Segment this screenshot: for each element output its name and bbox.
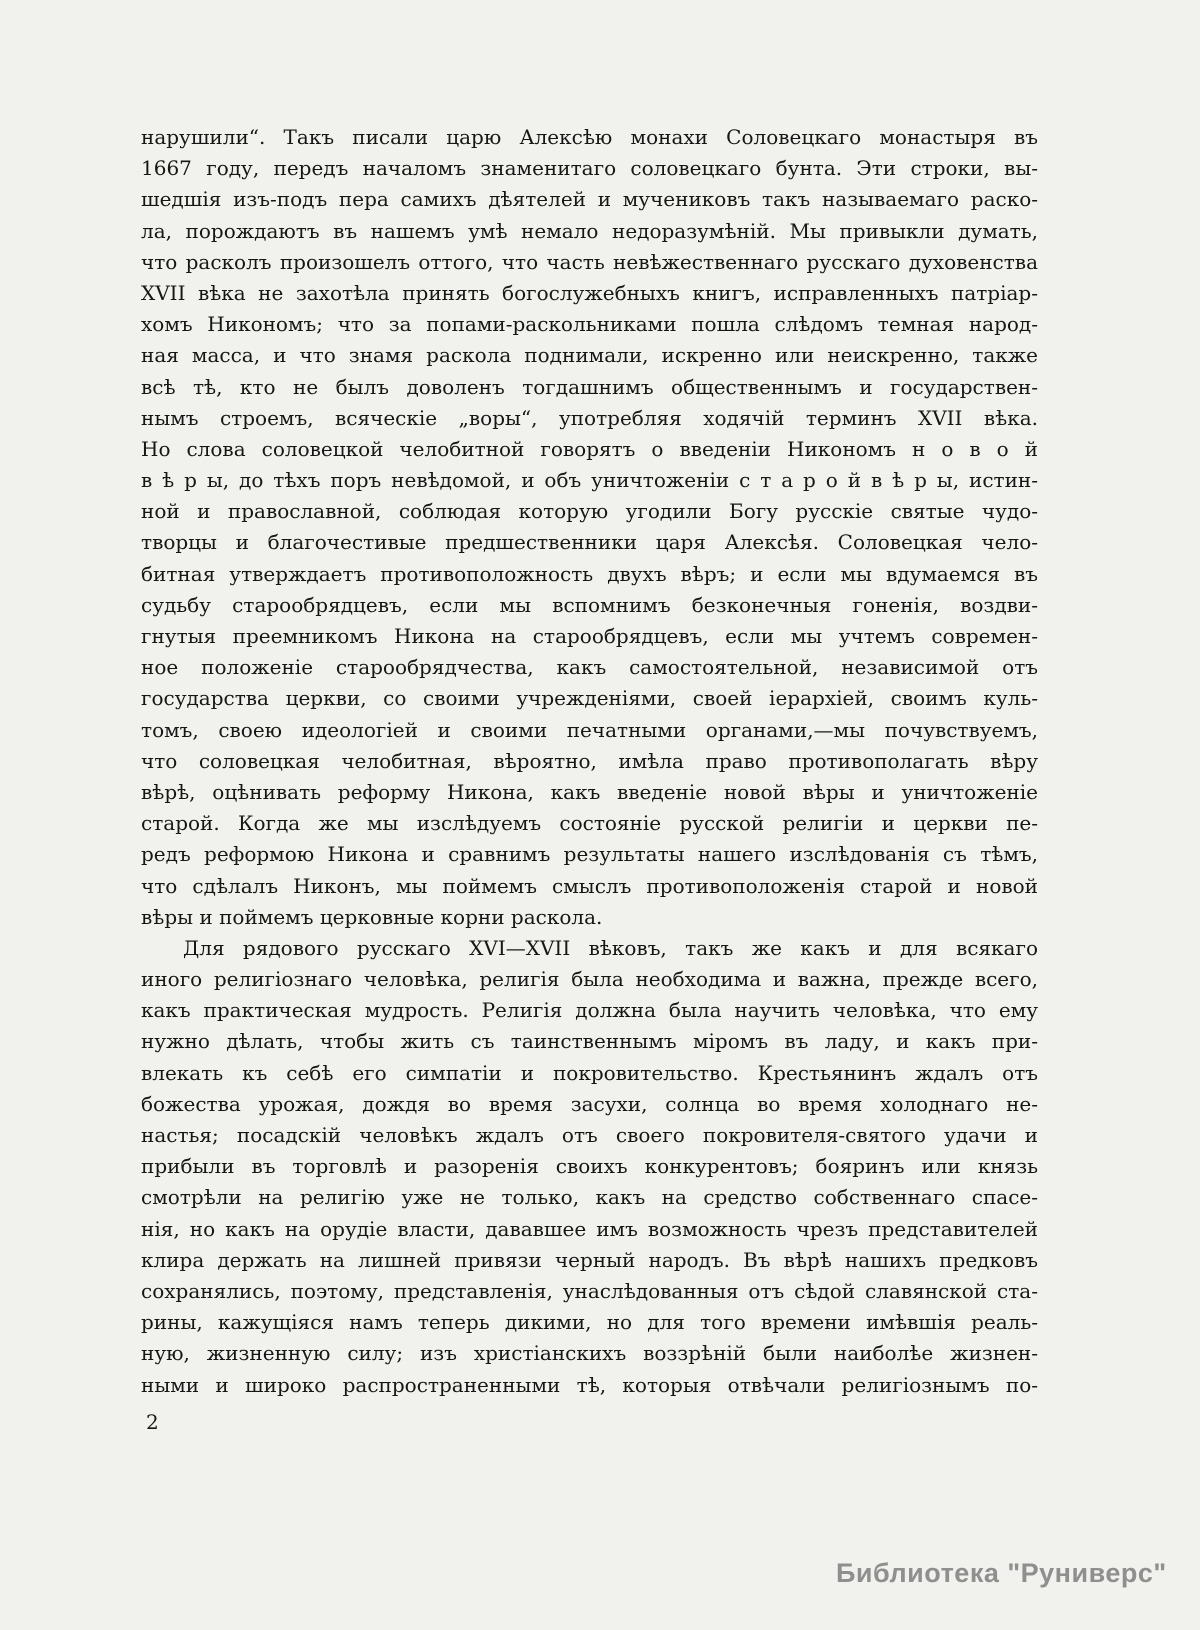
page-number: 2 — [146, 1410, 159, 1434]
text-line: Для рядового русскаго XVI—XVII вѣковъ, такъ же какъ и для всякаго — [183, 935, 1038, 960]
text-line: влекать къ себѣ его симпатіи и покровительство. Крестьянинъ ждалъ отъ — [141, 1060, 1038, 1085]
text-line: старой. Когда же мы изслѣдуемъ состояніе русской религіи и церкви пе- — [141, 811, 1038, 836]
text-line: ную, жизненную силу; изъ христіанскихъ воззрѣній были наиболѣе жизнен- — [141, 1341, 1038, 1366]
text-line: редъ реформою Никона и сравнимъ результаты нашего изслѣдованія съ тѣмъ, — [141, 842, 1038, 867]
text-line: судьбу старообрядцевъ, если мы вспомнимъ безконечныя гоненія, воздви- — [141, 592, 1038, 617]
text-line: нужно дѣлать, чтобы жить съ таинственнымъ міромъ въ ладу, и какъ при- — [141, 1029, 1038, 1054]
text-line: 1667 году, передъ началомъ знаменитаго соловецкаго бунта. Эти строки, вы- — [141, 156, 1038, 181]
text-line: сохранялись, поэтому, представленія, унаслѣдованныя отъ сѣдой славянской ста- — [141, 1278, 1038, 1303]
text-line: клира держать на лишней привязи черный народъ. Въ вѣрѣ нашихъ предковъ — [141, 1247, 1038, 1272]
text-line: битная утверждаетъ противоположность двухъ вѣръ; и если мы вдумаемся въ — [141, 561, 1038, 586]
text-line: шедшія изъ-подъ пера самихъ дѣятелей и мучениковъ такъ называемаго раско- — [141, 187, 1038, 212]
text-line: в ѣ р ы, до тѣхъ поръ невѣдомой, и объ уничтоженіи с т а р о й в ѣ р ы, истин- — [141, 468, 1038, 493]
text-line: что расколъ произошелъ оттого, что часть невѣжественнаго русскаго духовенства — [141, 249, 1038, 274]
text-line: ла, порождаютъ въ нашемъ умѣ немало недоразумѣній. Мы привыкли думать, — [141, 218, 1038, 243]
text-line: Но слова соловецкой челобитной говорятъ о введеніи Никономъ н о в о й — [141, 436, 1038, 461]
text-line: рины, кажущіяся намъ теперь дикими, но для того времени имѣвшія реаль- — [141, 1310, 1038, 1335]
text-line: хомъ Никономъ; что за попами-раскольниками пошла слѣдомъ темная народ- — [141, 312, 1038, 337]
paragraph — [141, 933, 1038, 1401]
text-line: ное положеніе старообрядчества, какъ самостоятельной, независимой отъ — [141, 655, 1038, 680]
text-line: божества урожая, дождя во время засухи, солнца во время холоднаго не- — [141, 1091, 1038, 1116]
text-line: XVII вѣка не захотѣла принять богослужебныхъ книгъ, исправленныхъ патріар- — [141, 280, 1038, 305]
text-line: гнутыя преемникомъ Никона на старообрядцевъ, если мы учтемъ современ- — [141, 624, 1038, 648]
text-line: какъ практическая мудрость. Религія должна была научить человѣка, что ему — [141, 998, 1038, 1023]
text-line: что сдѣлалъ Никонъ, мы поймемъ смыслъ противоположенія старой и новой — [141, 873, 1038, 898]
text-line: ной и православной, соблюдая которую угодили Богу русскіе святые чудо- — [141, 499, 1038, 524]
text-line: творцы и благочестивые предшественники царя Алексѣя. Соловецкая чело- — [141, 530, 1038, 555]
text-line: прибыли въ торговлѣ и разоренія своихъ конкурентовъ; бояринъ или князь — [141, 1154, 1038, 1179]
text-line: всѣ тѣ, кто не былъ доволенъ тогдашнимъ общественнымъ и государствен- — [141, 374, 1038, 399]
watermark: Библиотека "Руниверс" — [836, 1558, 1167, 1588]
text-line: вѣрѣ, оцѣнивать реформу Никона, какъ введеніе новой вѣры и уничтоженіе — [141, 779, 1038, 804]
text-line: государства церкви, со своими учрежденіями, своей іерархіей, своимъ куль- — [141, 686, 1038, 711]
paragraph — [141, 122, 1038, 933]
text-line: нымъ строемъ, всяческіе „воры“, употребляя ходячій терминъ XVII вѣка. — [141, 405, 1038, 430]
text-line: нарушили“. Такъ писали царю Алексѣю монахи Соловецкаго монастыря въ — [141, 125, 1038, 149]
text-line: ная масса, и что знамя раскола поднимали, искренно или неискренно, также — [141, 343, 1038, 368]
page-text — [141, 122, 1038, 1401]
text-line: вѣры и поймемъ церковные корни раскола. — [141, 904, 603, 929]
text-line: настья; посадскій человѣкъ ждалъ отъ своего покровителя-святого удачи и — [141, 1123, 1038, 1147]
text-line: ными и широко распространенными тѣ, которыя отвѣчали религіознымъ по- — [141, 1372, 1038, 1397]
text-line: нія, но какъ на орудіе власти, дававшее имъ возможность чрезъ представителей — [141, 1216, 1038, 1241]
text-line: смотрѣли на религію уже не только, какъ на средство собственнаго спасе- — [141, 1185, 1038, 1210]
text-line: что соловецкая челобитная, вѣроятно, имѣла право противополагать вѣру — [141, 748, 1038, 773]
text-line: иного религіознаго человѣка, религія была необходима и важна, прежде всего, — [141, 967, 1038, 992]
text-line: томъ, своею идеологіей и своими печатными органами,—мы почувствуемъ, — [141, 717, 1038, 742]
